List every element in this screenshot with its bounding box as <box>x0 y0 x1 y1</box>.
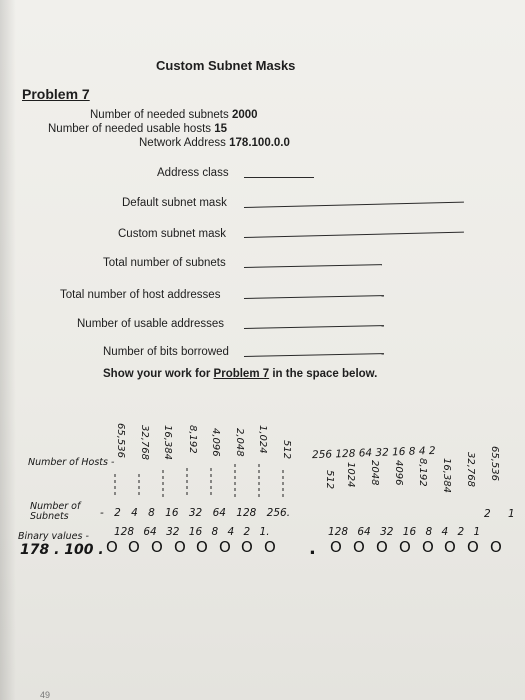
hw-subnets-label: Number of Subnets <box>30 501 81 522</box>
hw-zero-bit: O <box>151 538 163 556</box>
network-address-label: Network Address <box>139 137 226 149</box>
hw-subnets-right-value: 1 <box>508 508 515 520</box>
hw-host-value: 65,536 <box>115 423 126 458</box>
hw-zero-bit: O <box>241 538 253 556</box>
needed-hosts-value: 15 <box>214 123 228 135</box>
hw-zero-bit: O <box>128 538 140 556</box>
hw-zero-bit: O <box>219 538 231 556</box>
hw-host-value: 1024 <box>345 462 356 488</box>
hw-zero-bit: O <box>106 538 118 556</box>
usable-addresses-label: Number of usable addresses <box>77 318 225 330</box>
hw-host-value: 4,096 <box>210 428 221 457</box>
show-work-suffix: in the space below. <box>272 368 378 380</box>
bits-borrowed-label: Number of bits borrowed <box>103 346 229 358</box>
hw-zero-bit: O <box>399 538 411 556</box>
problem-heading: Problem 7 <box>22 86 90 102</box>
hw-zero-bit: O <box>490 538 502 556</box>
hw-host-value: 8,192 <box>187 425 198 454</box>
needed-hosts-label: Number of needed usable hosts <box>48 123 212 135</box>
hw-address-prefix: 178 . 100 . <box>20 542 104 558</box>
hw-host-value: 32,768 <box>139 425 150 460</box>
hw-subnets-seq-value: 2 <box>484 508 491 520</box>
hw-host-value: 2048 <box>369 460 380 486</box>
hw-host-value: 512 <box>324 470 335 490</box>
needed-subnets-label: Number of needed subnets <box>90 109 229 121</box>
address-class-label: Address class <box>157 167 229 179</box>
hw-host-value: 512 <box>281 440 292 460</box>
hw-octet-separator: . <box>309 538 316 559</box>
hw-host-value: 4096 <box>393 460 404 486</box>
hw-zero-bit: O <box>444 538 456 556</box>
worksheet-title: Custom Subnet Masks <box>156 58 296 73</box>
show-work-prefix: Show your work for <box>103 368 211 380</box>
hw-zero-bit: O <box>422 538 434 556</box>
hw-subnets-row: - 2 4 8 16 32 64 128 256. <box>100 507 291 519</box>
hw-binary-label: Binary values - <box>18 531 89 542</box>
show-work-problem-link: Problem 7 <box>213 368 270 380</box>
hw-hosts-label: Number of Hosts - <box>28 457 115 468</box>
page-number: 49 <box>40 690 51 700</box>
hw-zero-bit: O <box>467 538 479 556</box>
hw-zero-bit: O <box>196 538 208 556</box>
hw-binary-right-row: 128 64 32 16 8 4 2 1 <box>328 526 481 538</box>
hw-host-value: 16,384 <box>162 425 173 460</box>
hw-host-value: 65,536 <box>489 446 500 481</box>
hw-zero-bit: O <box>353 538 365 556</box>
hw-zero-bit: O <box>174 538 186 556</box>
hw-zero-bit: O <box>330 538 342 556</box>
hw-host-value: 2,048 <box>234 428 245 457</box>
hw-host-value: 16,384 <box>441 458 452 493</box>
hw-host-value: 32,768 <box>465 452 476 487</box>
hw-binary-left-row: 128 64 32 16 8 4 2 1. <box>114 526 270 538</box>
hw-hosts-middle-row: 256 128 64 32 16 8 4 2 <box>311 444 436 462</box>
needed-subnets-value: 2000 <box>231 109 258 121</box>
network-address-value: 178.100.0.0 <box>229 137 290 149</box>
hw-zero-bit: O <box>264 538 276 556</box>
total-hosts-label: Total number of host addresses <box>60 289 221 301</box>
default-mask-label: Default subnet mask <box>122 197 227 209</box>
total-subnets-label: Total number of subnets <box>103 257 226 269</box>
custom-mask-label: Custom subnet mask <box>118 228 227 240</box>
hw-host-value: 1,024 <box>257 425 268 454</box>
hw-host-value: 8,192 <box>417 458 428 487</box>
hw-zero-bit: O <box>376 538 388 556</box>
